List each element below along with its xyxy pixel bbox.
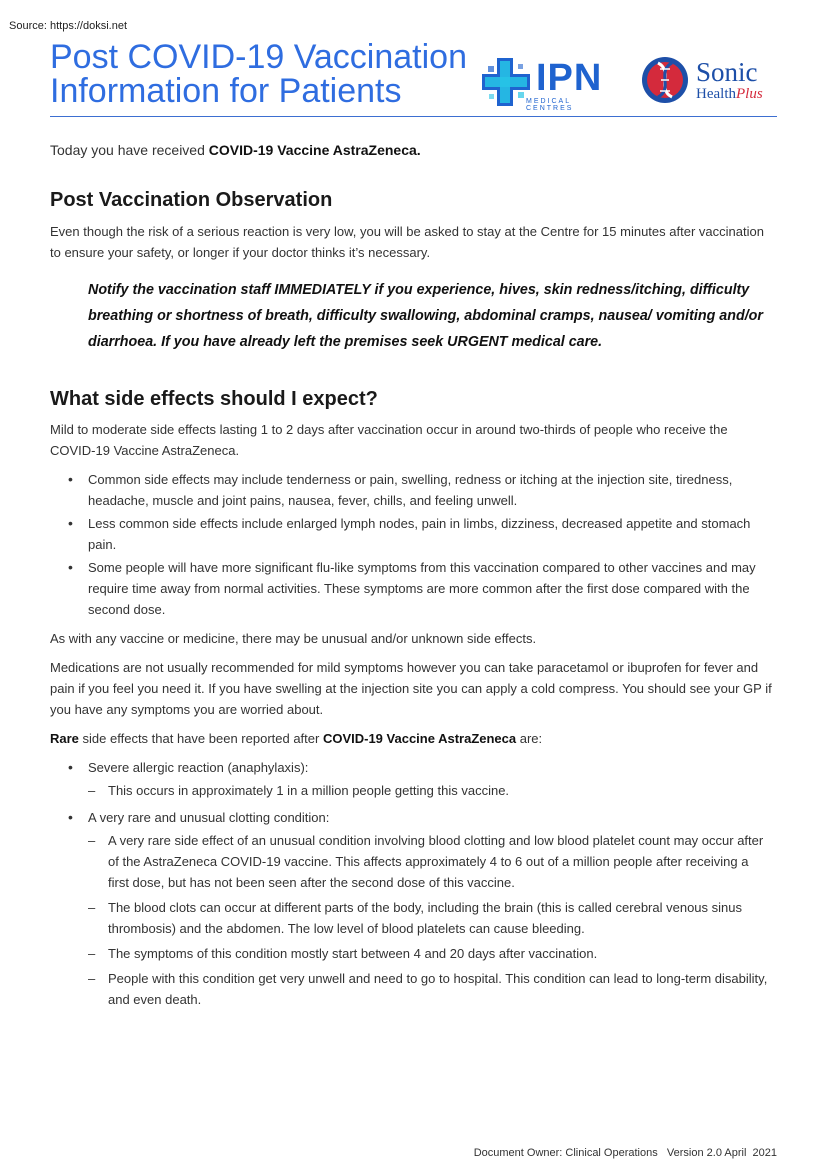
sonic-logo-text: Sonic [696,57,758,87]
list-item: – People with this condition get very unwell and need to go to hospital. This condition can lead to long-term disability, and even death. [88,968,772,1010]
ipn-logo-subtitle: MEDICAL CENTRES [526,98,574,112]
rare-effect-details [88,780,772,801]
document-owner: Document Owner: Clinical Operations [473,1147,658,1159]
list-item [50,807,772,1010]
observation-heading: Post Vaccination Observation [50,189,333,211]
rare-intro: Rare side effects that have been reported after COVID-19 Vaccine AstraZeneca are: [50,731,543,746]
page-title [50,40,467,108]
vaccine-name: COVID-19 Vaccine AstraZeneca. [208,142,421,158]
list-item: – A very rare side effect of an unusual condition involving blood clotting and low blood platelet count may occur after of the AstraZeneca COVID-19 vaccine. This affects approximately 4 to 6 out of a million people after receiving a first dose, but has not been seen after the second dose of this vaccine. [88,830,772,893]
rare-effects-list [50,757,772,1010]
ipn-logo [480,54,620,110]
list-item: • Some people will have more significant flu-like symptoms from this vaccination compared to other vaccines and may require time away from normal activities. These symptoms are more common after the first dose compared with the second dose. [50,557,772,620]
list-item [50,757,772,801]
ipn-cross-icon [480,56,532,108]
medications-text: Medications are not usually recommended for mild symptoms however you can take paracetamol or ibuprofen for fever and pain if you feel you need it. If you have swelling at the injection site you can apply a cold compress. You should see your GP if you have any symptoms you are worried about. [50,660,772,717]
document-version: Version 2.0 April 2021 [666,1147,777,1159]
document-footer [474,1147,777,1159]
document-body [50,140,772,1018]
side-effects-intro: Mild to moderate side effects lasting 1 to 2 days after vaccination occur in around two-thirds of people who receive the COVID-19 Vaccine AstraZeneca. [50,422,728,458]
ipn-logo-text: IPN [536,57,603,99]
sonic-healthplus-logo [640,52,777,110]
title-line-1: Post COVID-19 Vaccination [50,38,467,76]
source-label: Source: https://doksi.net [9,20,128,32]
sonic-logo-subtitle: HealthPlus [696,86,763,102]
unusual-effects-text: As with any vaccine or medicine, there may be unusual and/or unknown side effects. [50,631,537,646]
urgent-warning: Notify the vaccination staff IMMEDIATELY if you experience, hives, skin redness/itching, difficulty breathing or shortness of breath, difficulty swallowing, abdominal cramps, nausea/ vomiting and/or diarrhoea. If you have already left the premises seek URGENT medical care. [88,282,763,350]
rare-effect-label: Severe allergic reaction (anaphylaxis): [88,760,309,775]
rare-effect-label: A very rare and unusual clotting condition: [88,810,330,825]
list-item: • Common side effects may include tenderness or pain, swelling, redness or itching at the injection site, tiredness, headache, muscle and joint pains, nausea, fever, chills, and feeling unwell. [50,469,772,511]
side-effects-heading: What side effects should I expect? [50,388,378,410]
side-effects-list [50,469,772,620]
title-line-2: Information for Patients [50,72,402,110]
observation-body: Even though the risk of a serious reaction is very low, you will be asked to stay at the Centre for 15 minutes after vaccination to ensure your safety, or longer if your doctor thinks it’s necessary. [50,224,764,260]
list-item: – The blood clots can occur at different parts of the body, including the brain (this is called cerebral venous sinus thrombosis) and the abdomen. The low level of blood platelets can cause bleeding. [88,897,772,939]
sonic-dna-icon [640,55,690,105]
list-item: – The symptoms of this condition mostly start between 4 and 20 days after vaccination. [88,943,772,964]
list-item: • Less common side effects include enlarged lymph nodes, pain in limbs, dizziness, decreased appetite and stomach pain. [50,513,772,555]
document-header [50,40,777,117]
list-item: – This occurs in approximately 1 in a million people getting this vaccine. [88,780,772,801]
rare-effect-details [88,830,772,1010]
intro-text: Today you have received COVID-19 Vaccine AstraZeneca. [50,142,421,158]
